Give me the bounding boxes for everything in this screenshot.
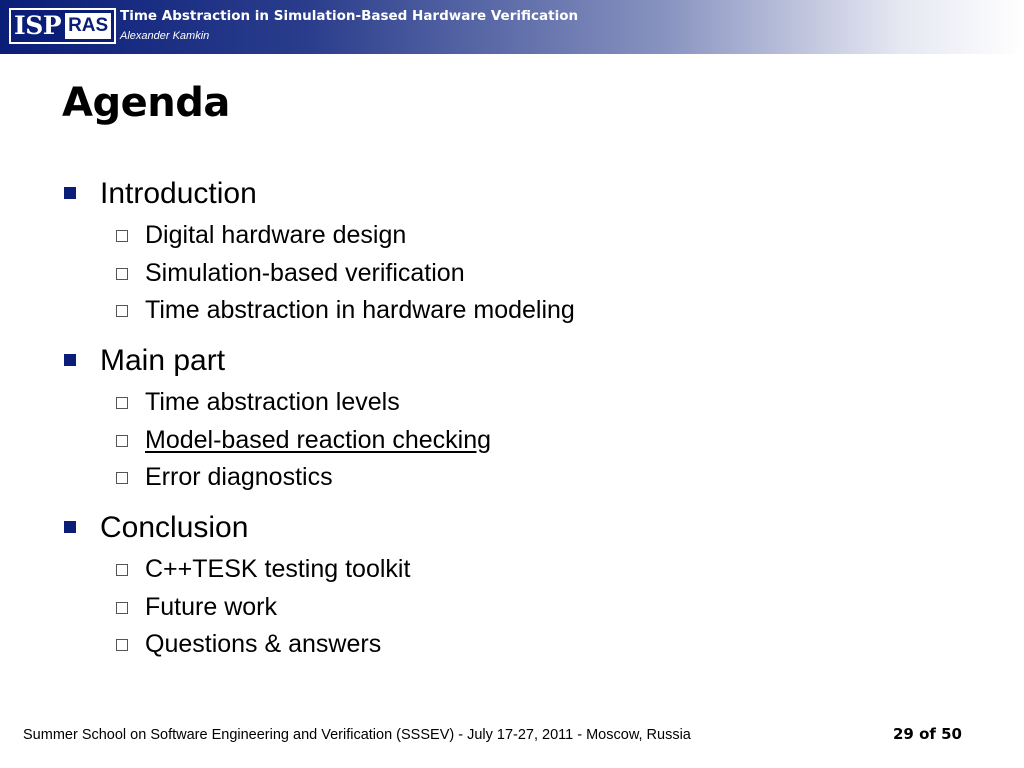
square-bullet-icon — [64, 187, 76, 199]
hollow-square-bullet-icon — [116, 435, 128, 447]
list-item-label: Time abstraction levels — [145, 388, 400, 416]
hollow-square-bullet-icon — [116, 472, 128, 484]
list-item-label: Future work — [145, 592, 277, 621]
hollow-square-bullet-icon — [116, 305, 128, 317]
logo-isp-text: ISP — [14, 11, 62, 40]
section-label: Main part — [100, 344, 226, 377]
section-label: Conclusion — [100, 511, 249, 544]
hollow-square-bullet-icon — [116, 230, 128, 242]
page-number: 29 of 50 — [892, 725, 962, 743]
hollow-square-bullet-icon — [116, 268, 128, 280]
footer-event-text: Summer School on Software Engineering and Verification (SSSEV) - July 17-27, 2011 - Moscow, Russia — [23, 727, 691, 743]
presentation-author: Alexander Kamkin — [120, 30, 210, 42]
slide-title: Agenda — [62, 80, 230, 126]
presentation-title: Time Abstraction in Simulation-Based Hardware Verification — [120, 8, 579, 24]
list-item-label: C++TESK testing toolkit — [145, 555, 411, 583]
section-label: Introduction — [100, 177, 257, 210]
hollow-square-bullet-icon — [116, 639, 128, 651]
hollow-square-bullet-icon — [116, 602, 128, 614]
square-bullet-icon — [64, 354, 76, 366]
list-item-label: Error diagnostics — [145, 463, 333, 491]
square-bullet-icon — [64, 521, 76, 533]
current-topic-label: Model-based reaction checking — [145, 425, 492, 454]
list-item-label: Time abstraction in hardware modeling — [145, 296, 575, 324]
logo-ras-text: RAS — [65, 13, 111, 39]
list-item-label: Digital hardware design — [145, 221, 407, 249]
hollow-square-bullet-icon — [116, 564, 128, 576]
list-item-label: Simulation-based verification — [145, 258, 465, 287]
list-item-label: Questions & answers — [145, 630, 382, 658]
hollow-square-bullet-icon — [116, 397, 128, 409]
